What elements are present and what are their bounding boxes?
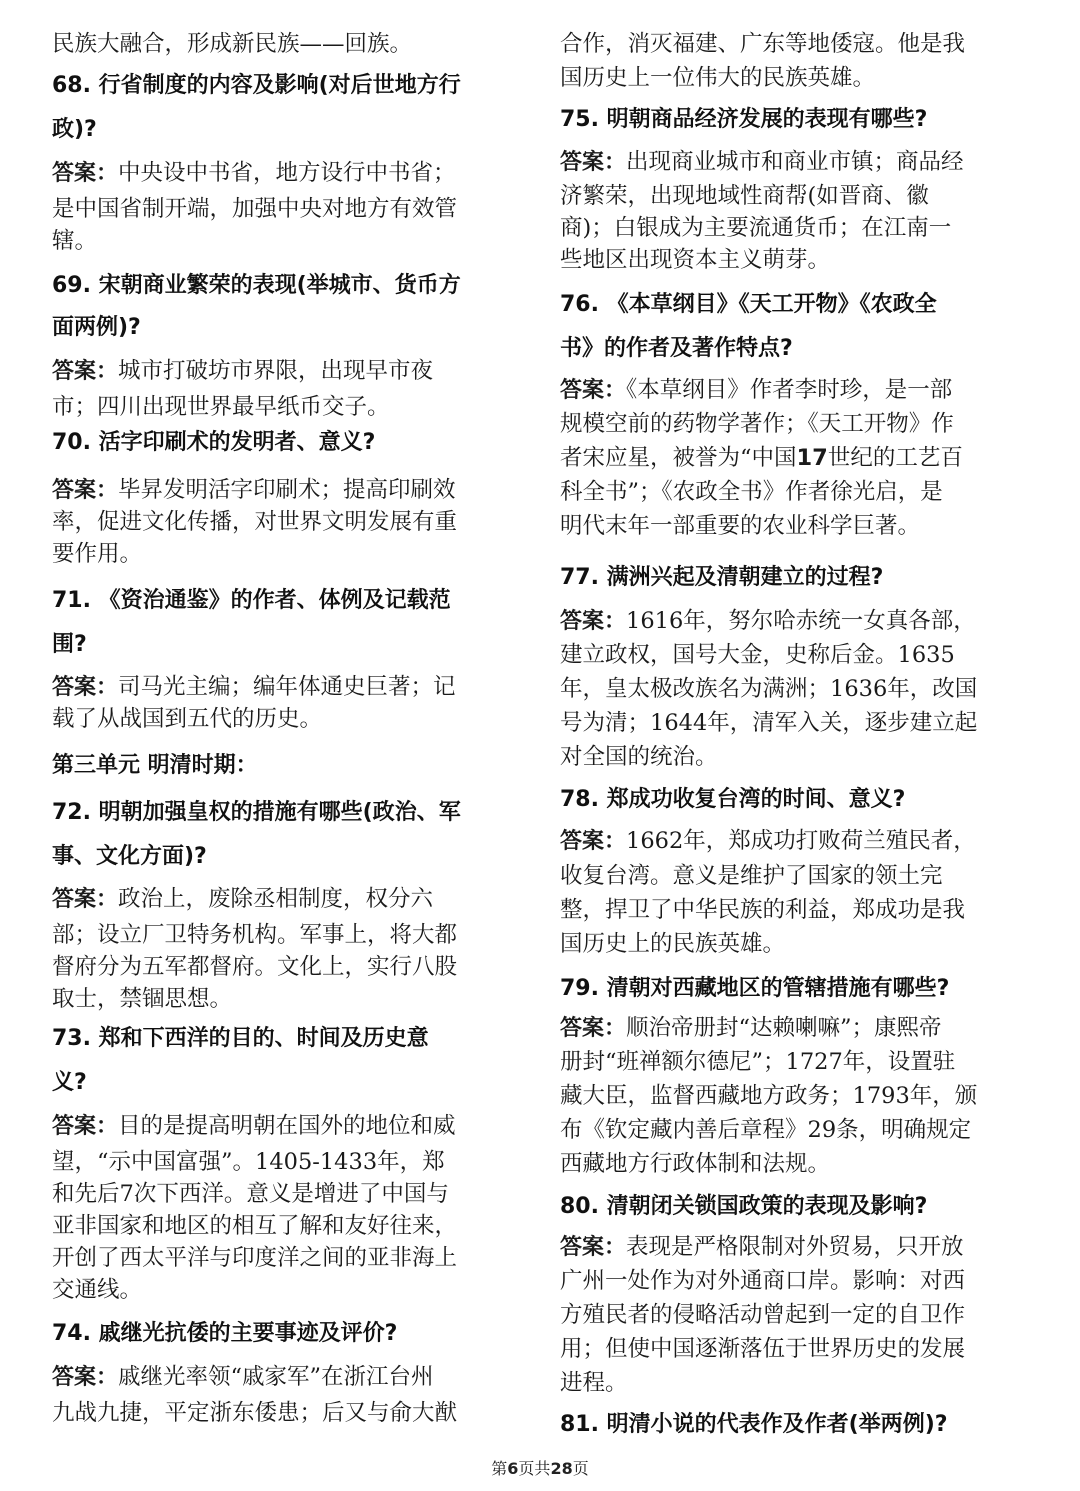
answer-line xyxy=(52,355,433,387)
body-text: 者宋应星，被誉为“中国 xyxy=(560,445,797,471)
answer-text: 《本草纲目》作者李时珍，是一部 xyxy=(626,377,953,403)
question-heading: 71. 《资治通鉴》的作者、体例及记载范 xyxy=(52,588,451,613)
answer-line xyxy=(560,825,976,857)
question-heading: 70. 活字印刷术的发明者、意义? xyxy=(52,430,376,455)
footer-page-number: 6 xyxy=(507,1459,519,1478)
answer-text: 中央设中书省，地方设行中书省； xyxy=(118,160,456,186)
answer-label: 答案： xyxy=(52,161,119,186)
answer-label: 答案： xyxy=(560,1235,627,1260)
answer-label: 答案： xyxy=(52,1114,119,1139)
question-heading: 面两例)? xyxy=(52,315,141,340)
answer-label: 答案： xyxy=(560,1016,627,1041)
body-line: 交通线。 xyxy=(52,1277,143,1303)
body-text: 世纪的工艺百 xyxy=(827,445,963,471)
question-heading: 68. 行省制度的内容及影响(对后世地方行 xyxy=(52,73,461,98)
question-heading: 81. 明清小说的代表作及作者(举两例)? xyxy=(560,1412,948,1437)
question-heading: 74. 戚继光抗倭的主要事迹及评价? xyxy=(52,1321,398,1346)
answer-text: 城市打破坊市界限，出现早市夜 xyxy=(118,358,434,384)
answer-text: 表现是严格限制对外贸易，只开放 xyxy=(626,1234,964,1260)
body-line: 商)；白银成为主要流通货币；在江南一 xyxy=(560,215,952,241)
emphasis-number: 17 xyxy=(796,445,828,471)
body-line xyxy=(560,442,963,474)
answer-line xyxy=(52,1110,456,1142)
answer-line xyxy=(560,1012,942,1044)
body-line: 号为清；1644年，清军入关，逐步建立起 xyxy=(560,710,978,736)
question-heading: 80. 清朝闭关锁国政策的表现及影响? xyxy=(560,1194,928,1219)
answer-line xyxy=(52,671,456,703)
body-line: 部；设立厂卫特务机构。军事上，将大都 xyxy=(52,922,458,948)
answer-text: 毕昇发明活字印刷术；提高印刷效 xyxy=(118,477,456,503)
footer-middle: 页共 xyxy=(518,1459,551,1478)
footer-prefix: 第 xyxy=(491,1459,508,1478)
body-line: 取士，禁锢思想。 xyxy=(52,986,233,1012)
body-line: 收复台湾。意义是维护了国家的领土完 xyxy=(560,863,943,889)
question-heading: 79. 清朝对西藏地区的管辖措施有哪些? xyxy=(560,976,950,1001)
body-line: 对全国的统治。 xyxy=(560,744,718,770)
body-line: 西藏地方行政体制和法规。 xyxy=(560,1151,831,1177)
answer-text: 1662年，郑成功打败荷兰殖民者， xyxy=(626,828,976,854)
answer-label: 答案： xyxy=(560,378,627,403)
question-heading: 78. 郑成功收复台湾的时间、意义? xyxy=(560,787,906,812)
answer-label: 答案： xyxy=(560,150,627,175)
answer-text: 顺治帝册封“达赖喇嘛”；康熙帝 xyxy=(626,1015,942,1041)
question-heading: 书》的作者及著作特点? xyxy=(560,336,793,361)
body-line: 民族大融合，形成新民族——回族。 xyxy=(52,31,413,57)
answer-text: 1616年，努尔哈赤统一女真各部， xyxy=(626,608,976,634)
answer-text: 出现商业城市和商业市镇；商品经 xyxy=(626,149,964,175)
section-heading: 第三单元 明清时期： xyxy=(52,753,258,778)
answer-text: 政治上，废除丞相制度，权分六 xyxy=(118,886,434,912)
answer-text: 戚继光率领“戚家军”在浙江台州 xyxy=(118,1364,434,1390)
question-heading: 75. 明朝商品经济发展的表现有哪些? xyxy=(560,107,928,132)
body-line: 辖。 xyxy=(52,228,98,254)
body-line: 方殖民者的侵略活动曾起到一定的自卫作 xyxy=(560,1302,966,1328)
body-line: 广州一处作为对外通商口岸。影响：对西 xyxy=(560,1268,966,1294)
answer-text: 目的是提高明朝在国外的地位和威 xyxy=(118,1113,456,1139)
answer-label: 答案： xyxy=(52,359,119,384)
body-line: 市；四川出现世界最早纸币交子。 xyxy=(52,394,390,420)
body-line: 国历史上的民族英雄。 xyxy=(560,931,786,957)
answer-label: 答案： xyxy=(52,478,119,503)
answer-line xyxy=(560,374,952,406)
answer-line xyxy=(52,474,456,506)
body-line: 明代末年一部重要的农业科学巨著。 xyxy=(560,513,921,539)
question-heading: 69. 宋朝商业繁荣的表现(举城市、货币方 xyxy=(52,273,461,298)
body-line: 望，“示中国富强”。1405-1433年，郑 xyxy=(52,1149,445,1175)
body-line: 科全书”；《农政全书》作者徐光启，是 xyxy=(560,479,943,505)
answer-label: 答案： xyxy=(52,675,119,700)
footer-suffix: 页 xyxy=(572,1459,589,1478)
question-heading: 义? xyxy=(52,1070,87,1095)
answer-line xyxy=(52,157,456,189)
body-line: 是中国省制开端，加强中央对地方有效管 xyxy=(52,196,458,222)
answer-line xyxy=(560,1231,964,1263)
body-line: 用；但使中国逐渐落伍于世界历史的发展 xyxy=(560,1336,966,1362)
body-line: 国历史上一位伟大的民族英雄。 xyxy=(560,65,876,91)
question-heading: 73. 郑和下西洋的目的、时间及历史意 xyxy=(52,1026,429,1051)
answer-text: 司马光主编；编年体通史巨著；记 xyxy=(118,674,456,700)
body-line: 济繁荣，出现地域性商帮(如晋商、徽 xyxy=(560,183,929,209)
answer-label: 答案： xyxy=(560,829,627,854)
question-heading: 77. 满洲兴起及清朝建立的过程? xyxy=(560,565,884,590)
answer-line xyxy=(560,146,964,178)
body-line: 些地区出现资本主义萌芽。 xyxy=(560,247,831,273)
body-line: 开创了西太平洋与印度洋之间的亚非海上 xyxy=(52,1245,458,1271)
body-line: 整，捍卫了中华民族的利益，郑成功是我 xyxy=(560,897,966,923)
page-footer xyxy=(0,1456,1080,1479)
answer-label: 答案： xyxy=(52,1365,119,1390)
body-line: 册封“班禅额尔德尼”；1727年，设置驻 xyxy=(560,1049,956,1075)
body-line: 藏大臣，监督西藏地方政务；1793年，颁 xyxy=(560,1083,978,1109)
body-line: 督府分为五军都督府。文化上，实行八股 xyxy=(52,954,458,980)
question-heading: 72. 明朝加强皇权的措施有哪些(政治、军 xyxy=(52,800,461,825)
body-line: 亚非国家和地区的相互了解和友好往来， xyxy=(52,1213,458,1239)
body-line: 规模空前的药物学著作；《天工开物》作 xyxy=(560,411,954,437)
answer-line xyxy=(52,1361,434,1393)
body-line: 九战九捷，平定浙东倭患；后又与俞大猷 xyxy=(52,1400,458,1426)
answer-label: 答案： xyxy=(52,887,119,912)
question-heading: 围? xyxy=(52,632,87,657)
body-line: 合作，消灭福建、广东等地倭寇。他是我 xyxy=(560,31,966,57)
body-line: 率，促进文化传播，对世界文明发展有重 xyxy=(52,509,458,535)
body-line: 年，皇太极改族名为满洲；1636年，改国 xyxy=(560,676,978,702)
body-line: 建立政权，国号大金，史称后金。1635 xyxy=(560,642,955,668)
footer-total-pages: 28 xyxy=(550,1459,573,1478)
question-heading: 政)? xyxy=(52,117,97,142)
body-line: 进程。 xyxy=(560,1370,628,1396)
body-line: 布《钦定藏内善后章程》29条，明确规定 xyxy=(560,1117,972,1143)
body-line: 和先后7次下西洋。意义是增进了中国与 xyxy=(52,1181,449,1207)
answer-label: 答案： xyxy=(560,609,627,634)
answer-line xyxy=(52,883,433,915)
question-heading: 事、文化方面)? xyxy=(52,844,207,869)
body-line: 要作用。 xyxy=(52,541,143,567)
answer-line xyxy=(560,605,976,637)
body-line: 载了从战国到五代的历史。 xyxy=(52,706,323,732)
question-heading: 76. 《本草纲目》《天工开物》《农政全 xyxy=(560,292,937,317)
